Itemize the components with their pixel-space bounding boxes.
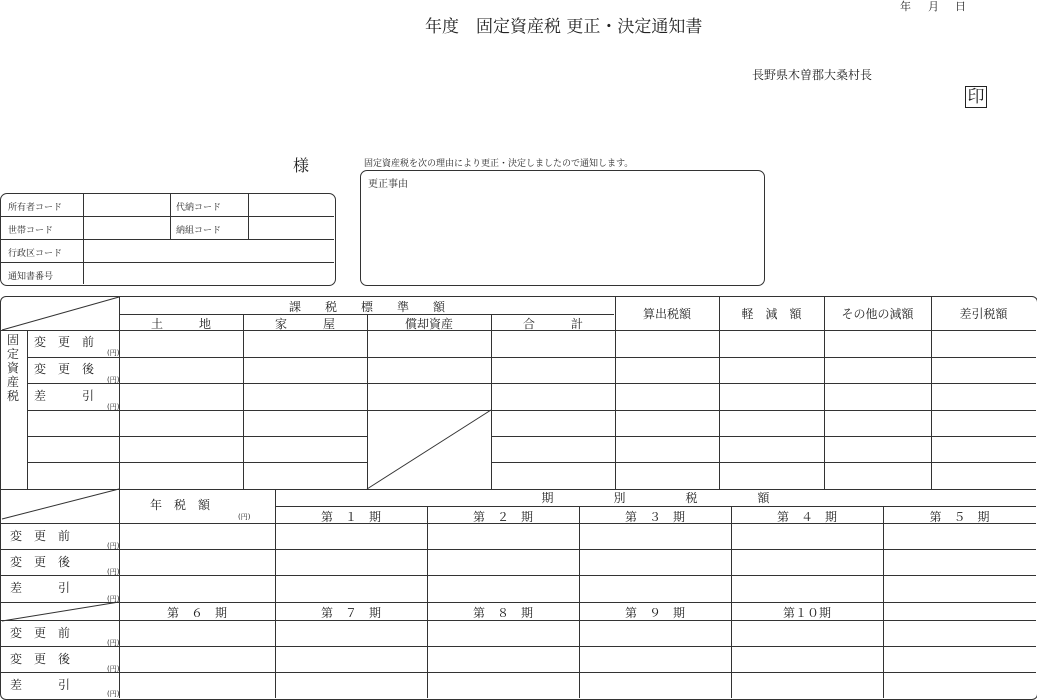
row-after-change: 変 更 後: [10, 555, 71, 569]
correction-reason-box: [360, 170, 765, 286]
row-difference: 差 引: [10, 678, 71, 692]
period-4: 第 ４ 期: [776, 510, 837, 524]
date-month-label: 月: [928, 0, 939, 13]
period-tax-header: 期 別 税 額: [541, 491, 770, 505]
yen-unit: (円): [107, 376, 120, 384]
col-net-tax: 差引税額: [959, 307, 1008, 321]
row-after-change: 変 更 後: [10, 652, 71, 666]
payment-group-code-label: 納組コード: [176, 226, 222, 236]
period-1: 第 １ 期: [320, 510, 381, 524]
period-10: 第１０期: [782, 606, 831, 620]
yen-unit: (円): [107, 568, 120, 576]
date-year-label: 年: [900, 0, 911, 13]
row-before-change: 変 更 前: [10, 626, 71, 640]
row-before-change: 変 更 前: [34, 335, 95, 349]
yen-unit: (円): [107, 665, 120, 673]
notice-sentence: 固定資産税を次の理由により更正・決定しましたので通知します。: [364, 159, 634, 169]
period-5: 第 ５ 期: [929, 510, 990, 524]
period-7: 第 ７ 期: [320, 606, 381, 620]
district-code-label: 行政区コード: [8, 249, 63, 259]
period-6: 第 ６ 期: [166, 606, 227, 620]
row-difference: 差 引: [10, 581, 71, 595]
document-title: 年度 固定資産税 更正・決定通知書: [425, 17, 703, 37]
period-8: 第 ８ 期: [472, 606, 533, 620]
col-computed-tax: 算出税額: [642, 307, 691, 321]
notice-number-label: 通知書番号: [8, 272, 54, 282]
proxy-code-label: 代納コード: [176, 203, 222, 213]
issuer-name: 長野県木曽郡大桑村長: [752, 68, 873, 82]
col-house: 家 屋: [274, 317, 335, 331]
honorific-sama: 様: [293, 156, 310, 175]
yen-unit: (円): [107, 690, 120, 698]
yen-unit: (円): [238, 513, 251, 521]
yen-unit: (円): [107, 542, 120, 550]
standard-amount-header: 課 税 標 準 額: [288, 300, 445, 314]
row-after-change: 変 更 後: [34, 362, 95, 376]
row-difference: 差 引: [34, 389, 95, 403]
yen-unit: (円): [107, 595, 120, 603]
yen-unit: (円): [107, 349, 120, 357]
period-3: 第 ３ 期: [624, 510, 685, 524]
fixed-asset-tax-vertical-label: 固 定 資 産 税: [7, 333, 20, 403]
period-9: 第 ９ 期: [624, 606, 685, 620]
owner-code-label: 所有者コード: [8, 203, 63, 213]
annual-tax-label: 年 税 額: [150, 498, 211, 512]
correction-reason-label: 更正事由: [368, 179, 408, 190]
household-code-label: 世帯コード: [8, 226, 54, 236]
period-2: 第 ２ 期: [472, 510, 533, 524]
row-before-change: 変 更 前: [10, 529, 71, 543]
yen-unit: (円): [107, 403, 120, 411]
seal-mark: 印: [965, 86, 987, 108]
col-reduction: 軽 減 額: [741, 307, 802, 321]
col-total: 合 計: [522, 317, 583, 331]
yen-unit: (円): [107, 639, 120, 647]
col-other-reduction: その他の減額: [841, 307, 914, 321]
date-day-label: 日: [955, 0, 966, 13]
col-depreciable-assets: 償却資産: [404, 317, 453, 331]
col-land: 土 地: [150, 317, 211, 331]
